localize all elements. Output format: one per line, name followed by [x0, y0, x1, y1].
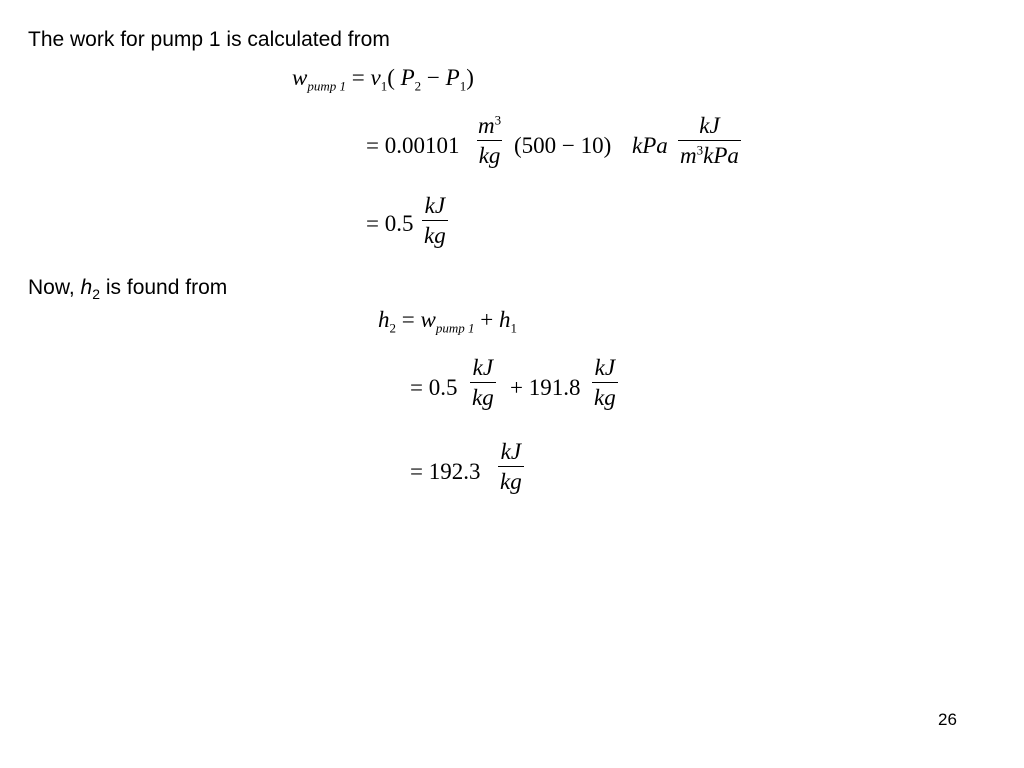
eq2-frac2-den-m: m [680, 143, 697, 168]
eq4-var-w: w [420, 307, 436, 332]
eq5-fraction-2 [592, 356, 618, 409]
equals-sign: = [351, 65, 371, 90]
sub-p2: 2 [414, 78, 422, 94]
now-rest: is found from [105, 276, 228, 299]
eq4-var-h2: h [378, 307, 390, 332]
eq5-frac2-num: kJ [594, 355, 616, 380]
minus-sign: − [421, 65, 446, 90]
eq4-sub-2: 2 [389, 320, 396, 336]
close-paren: ) [466, 65, 474, 90]
eq2-paren-term: (500 − 10) [514, 133, 612, 158]
eq3-frac-num: kJ [424, 193, 446, 218]
now-sub-2: 2 [92, 286, 101, 303]
eq2-value: = 0.00101 [366, 133, 460, 158]
eq5-plus-value: + 191.8 [510, 375, 581, 400]
eq5-value: = 0.5 [410, 375, 458, 400]
eq2-frac1-sup: 3 [494, 112, 502, 128]
now-var-h: h [80, 276, 93, 299]
equation-pump-work-definition [292, 65, 474, 94]
var-w: w [292, 65, 308, 90]
var-v: v [370, 65, 381, 90]
eq6-frac-den: kg [500, 469, 522, 494]
eq3-value: = 0.5 [366, 211, 414, 236]
open-paren: ( [387, 65, 401, 90]
eq2-frac2-num: kJ [699, 113, 720, 138]
eq6-value: = 192.3 [410, 459, 481, 484]
eq6-fraction-kj-per-kg [498, 440, 524, 493]
eq5-frac1-den: kg [472, 385, 494, 410]
page-number: 26 [938, 710, 957, 729]
var-p1: P [445, 65, 460, 90]
now-text [28, 277, 227, 301]
eq2-frac1-den: kg [478, 143, 501, 168]
eq4-sub-pump1: pump 1 [435, 320, 475, 336]
intro-text: The work for pump 1 is calculated from [28, 28, 390, 51]
eq5-frac1-num: kJ [472, 355, 494, 380]
var-p2: P [400, 65, 415, 90]
eq2-fraction-kj-per-m3kpa [678, 114, 741, 167]
eq5-frac2-den: kg [594, 385, 616, 410]
eq3-frac-den: kg [424, 223, 446, 248]
eq3-fraction-kj-per-kg [422, 194, 448, 247]
eq4-equals: = [401, 307, 421, 332]
sub-v1: 1 [380, 78, 388, 94]
sub-p1: 1 [459, 78, 467, 94]
eq2-frac1-num: m [478, 113, 495, 138]
eq2-frac2-den-sup: 3 [696, 142, 704, 158]
eq2-unit: kPa [632, 133, 668, 158]
eq2-frac2-den-rest: kPa [703, 143, 739, 168]
eq4-sub-1: 1 [510, 320, 517, 336]
eq4-var-h1: h [498, 307, 511, 332]
equation-h2-definition [378, 307, 517, 336]
eq2-fraction-m3-per-kg [476, 114, 503, 167]
now-label: Now, [28, 276, 75, 299]
sub-pump1: pump 1 [307, 78, 346, 94]
eq5-fraction-1 [470, 356, 496, 409]
eq6-frac-num: kJ [500, 439, 522, 464]
eq4-plus: + [474, 307, 499, 332]
